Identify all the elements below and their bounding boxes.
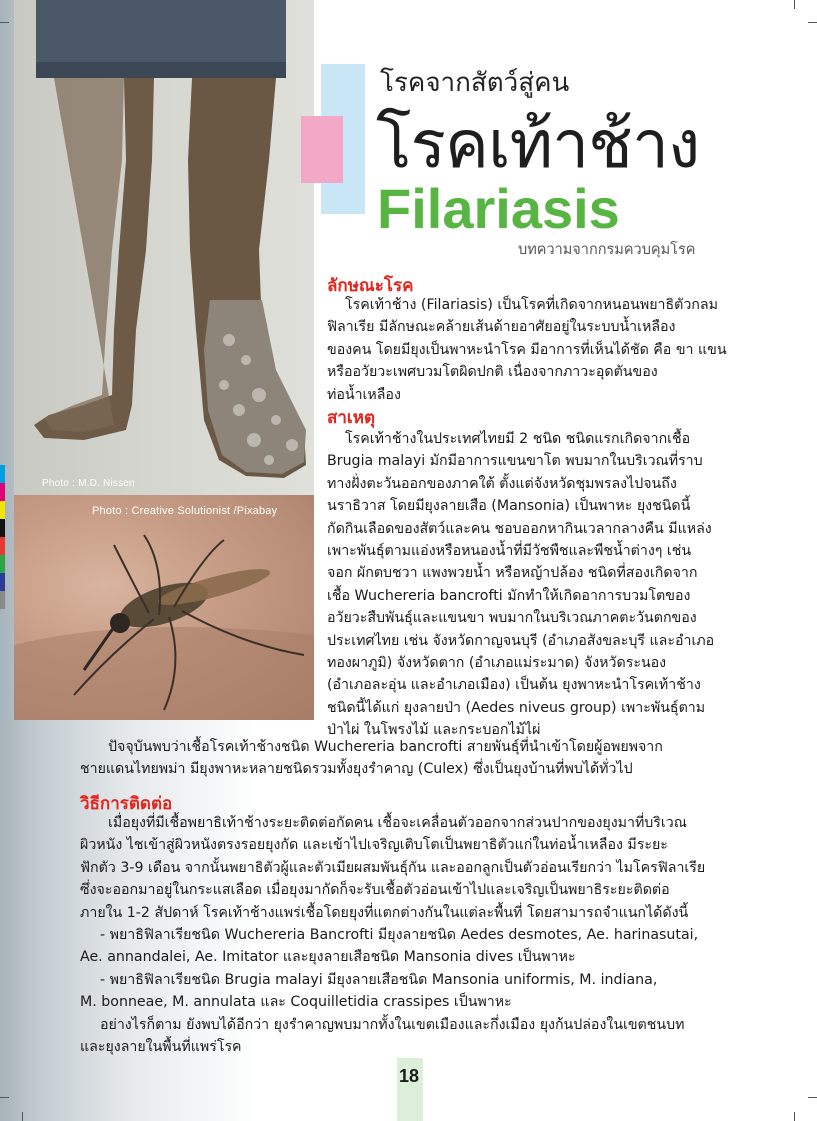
paragraph-line: เชื้อ Wuchereria bancrofti มักทำให้เกิดอาการบวมโตของ xyxy=(327,587,691,604)
paragraph-line: กัดกินเลือดของสัตว์และคน ชอบออกหากินเวลากลางคืน มีแหล่ง xyxy=(327,520,712,537)
page-title-english: Filariasis xyxy=(377,177,620,240)
crop-mark xyxy=(0,22,9,23)
crop-mark xyxy=(794,0,795,9)
paragraph-line: ซึ่งจะออกมาอยู่ในกระแสเลือด เมื่อยุงมากัดก็จะรับเชื้อตัวอ่อนเข้าไปและเจริญเป็นพยาธิระยะติดต่อ xyxy=(80,882,670,899)
mosquito-photo xyxy=(14,495,314,720)
page-number: 18 xyxy=(399,1066,420,1086)
color-calibration-bar xyxy=(0,465,5,609)
paragraph-line: อย่างไรก็ตาม ยังพบได้อีกว่า ยุงรำคาญพบมากทั้งในเขตเมืองและกึ่งเมือง ยุงก้นปล่องในเขตชนบท xyxy=(100,1016,685,1033)
paragraph-cause xyxy=(327,428,714,742)
paragraph-line: ปัจจุบันพบว่าเชื้อโรคเท้าช้างชนิด Wuchereria bancrofti สายพันธุ์ที่นำเข้าโดยผู้อพยพจาก xyxy=(108,739,663,755)
paragraph-line: ฟิลาเรีย มีลักษณะคล้ายเส้นด้ายอาศัยอยู่ในระบบน้ำเหลือง xyxy=(327,319,676,336)
paragraph-line: หรืออวัยวะเพศบวมโตผิดปกติ เนื่องจากภาวะอุดตันของ xyxy=(327,364,658,381)
paragraph-line: และยุงลายในพื้นที่แพร่โรค xyxy=(80,1039,242,1056)
paragraph-cause-continued xyxy=(80,736,663,781)
paragraph-line: ฟักตัว 3-9 เดือน จากนั้นพยาธิตัวผู้และตัวเมียผสมพันธุ์กัน และออกลูกเป็นตัวอ่อนเรียกว่า ไมโครฟิลาเรีย xyxy=(80,859,706,876)
paragraph-line: ผิวหนัง ไชเข้าสู่ผิวหนังตรงรอยยุงกัด และเข้าไปเจริญเติบโตเป็นพยาธิตัวแก่ในท่อน้ำเหลือง มีระยะ xyxy=(80,837,668,854)
paragraph-line: M. bonneae, M. annulata และ Coquilletidia crassipes เป็นพาหะ xyxy=(80,994,512,1011)
paragraph-line: โรคเท้าช้าง (Filariasis) เป็นโรคที่เกิดจากหนอนพยาธิตัวกลม xyxy=(345,297,718,313)
paragraph-transmission xyxy=(80,812,705,1058)
mosquito-photo-credit: Photo : Creative Solutionist /Pixabay xyxy=(92,505,278,517)
paragraph-line: (อำเภอละอุ่น และอำเภอเมือง) เป็นต้น ยุงพาหะนำโรคเท้าช้าง xyxy=(327,677,701,694)
crop-mark xyxy=(808,22,817,23)
paragraph-line: เพาะพันธุ์ตามแอ่งหรือหนองน้ำที่มีวัชพืชและพืชน้ำต่างๆ เช่น xyxy=(327,543,692,560)
section-heading-characteristics: ลักษณะโรค xyxy=(327,276,414,296)
kicker-title: โรคจากสัตว์สู่คน xyxy=(380,68,570,98)
paragraph-characteristics xyxy=(327,294,727,406)
paragraph-line: ภายใน 1-2 สัปดาห์ โรคเท้าช้างแพร่เชื้อโดยยุงที่แตกต่างกันในแต่ละพื้นที่ โดยสามารถจำแนกได้ดังนี้ xyxy=(80,904,689,921)
section-heading-cause: สาเหตุ xyxy=(327,408,375,428)
paragraph-line: Brugia malayi มักมีอาการแขนขาโต พบมากในบริเวณที่ราบ xyxy=(327,453,703,470)
paragraph-line: จอก ผักตบชวา แพงพวยน้ำ หรือหญ้าปล้อง ชนิดที่สองเกิดจาก xyxy=(327,565,698,582)
legs-photo-credit: Photo : M.D. Nissen xyxy=(42,478,135,489)
paragraph-line: ท่อน้ำเหลือง xyxy=(327,386,401,403)
paragraph-line: ของคน โดยมียุงเป็นพาหะนำโรค มีอาการที่เห็นได้ชัด คือ ขา แขน xyxy=(327,341,727,358)
paragraph-line: โรคเท้าช้างในประเทศไทยมี 2 ชนิด ชนิดแรกเกิดจากเชื้อ xyxy=(345,431,691,447)
legs-photo xyxy=(14,0,314,495)
list-item: - พยาธิฟิลาเรียชนิด Wuchereria Bancrofti มียุงลายชนิด Aedes desmotes, Ae. harinasutai, xyxy=(100,927,699,944)
paragraph-line: Ae. annandalei, Ae. Imitator และยุงลายเสือชนิด Mansonia dives เป็นพาหะ xyxy=(80,949,576,966)
paragraph-line: อวัยวะสืบพันธุ์และแขนขา พบมากในบริเวณภาคตะวันตกของ xyxy=(327,610,697,627)
paragraph-line: นราธิวาส โดยมียุงลายเสือ (Mansonia) เป็นพาหะ ยุงชนิดนี้ xyxy=(327,498,691,515)
crop-mark xyxy=(0,1097,9,1098)
paragraph-line: ป่าไผ่ ในโพรงไม้ และกระบอกไม้ไผ่ xyxy=(327,722,541,739)
crop-mark xyxy=(808,1097,817,1098)
list-item: - พยาธิฟิลาเรียชนิด Brugia malayi มียุงลายเสือชนิด Mansonia uniformis, M. indiana, xyxy=(100,971,658,988)
paragraph-line: ชนิดนี้ได้แก่ ยุงลายป่า (Aedes niveus group) เพาะพันธุ์ตาม xyxy=(327,699,706,716)
paragraph-line: ทางฝั่งตะวันออกของภาคใต้ ตั้งแต่จังหวัดชุมพรลงไปจนถึง xyxy=(327,475,677,492)
byline: บทความจากกรมควบคุมโรค xyxy=(518,242,696,258)
mosquito-image xyxy=(14,495,314,720)
section-heading-transmission: วิธีการติดต่อ xyxy=(80,794,173,814)
paragraph-line: ชายแดนไทยพม่า มียุงพาหะหลายชนิดรวมทั้งยุงรำคาญ (Culex) ซึ่งเป็นยุงบ้านที่พบได้ทั่วไป xyxy=(80,761,633,778)
paragraph-line: ประเทศไทย เช่น จังหวัดกาญจนบุรี (อำเภอสังขละบุรี และอำเภอ xyxy=(327,632,715,649)
swollen-legs-image xyxy=(14,0,314,495)
page-title: โรคเท้าช้าง xyxy=(376,106,700,183)
crop-mark xyxy=(794,1112,795,1121)
paragraph-line: ทองผาภูมิ) จังหวัดตาก (อำเภอแม่ระมาด) จังหวัดระนอง xyxy=(327,655,667,672)
title-accent-pink xyxy=(301,116,343,183)
paragraph-line: เมื่อยุงที่มีเชื้อพยาธิเท้าช้างระยะติดต่อกัดคน เชื้อจะเคลื่อนตัวออกจากส่วนปากของยุงมาที่บริเวณ xyxy=(108,815,687,831)
crop-mark xyxy=(22,1112,23,1121)
